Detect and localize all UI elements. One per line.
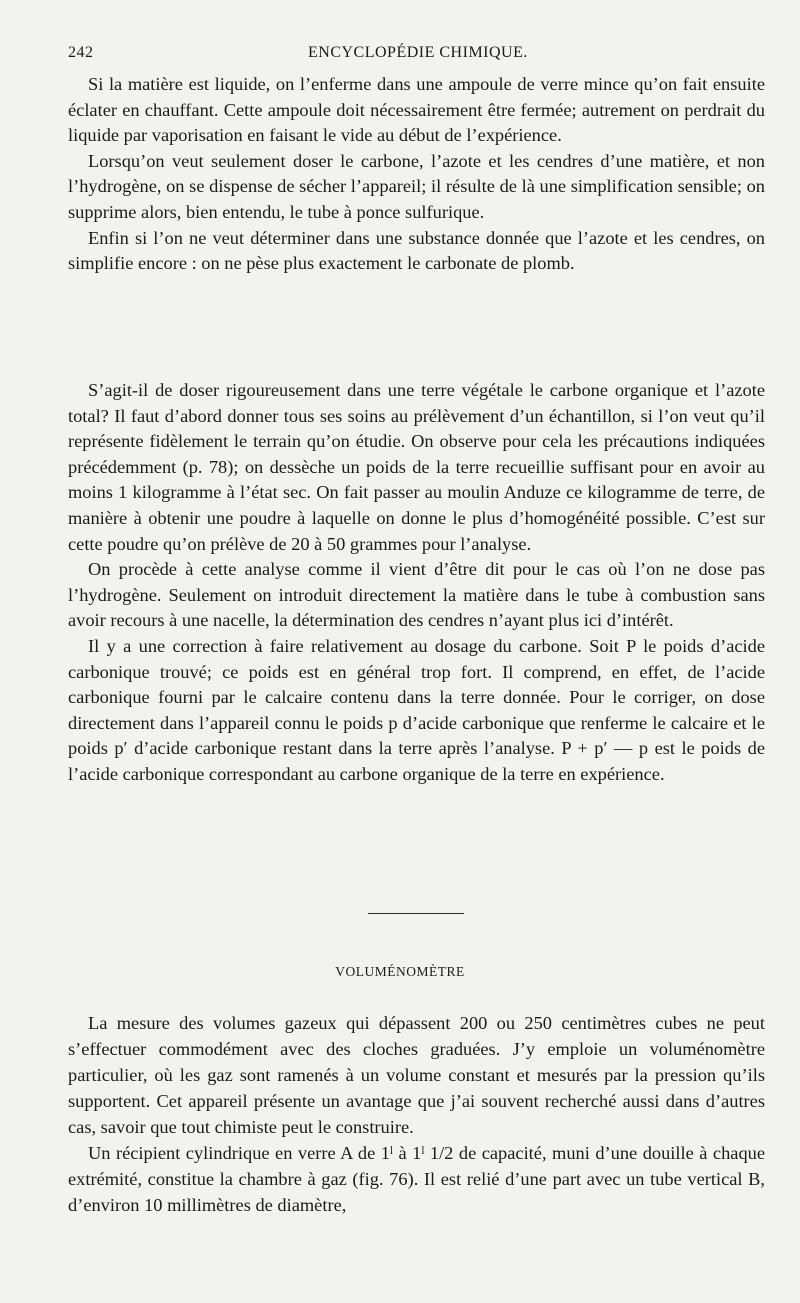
- page-number: 242: [68, 44, 94, 61]
- text-block-middle: [68, 378, 765, 788]
- text-block-top: [68, 72, 765, 277]
- running-title: ENCYCLOPÉDIE CHIMIQUE.: [308, 44, 528, 61]
- paragraph: Si la matière est liquide, on l’enferme dans une ampoule de verre mince qu’on fait ensuite éclater en chauffant. Cette ampoule doit nécessairement être fermée; autrement on perdrait du liquide par vaporisation en faisant le vide au début de l’expérience.: [68, 74, 765, 146]
- page-header: [68, 44, 758, 66]
- paragraph: S’agit-il de doser rigoureusement dans une terre végétale le carbone organique et l’azote total? Il faut d’abord donner tous ses soins au prélèvement d’un échantillon, si l’on veut qu’il représente fidèlement le terrain qu’on étudie. On observe pour cela les précautions indiquées précédemment (p. 78); on dessèche un poids de la terre recueillie suffisant pour en avoir au moins 1 kilogramme à l’état sec. On fait passer au moulin Anduze ce kilogramme de terre, de manière à obtenir une poudre à laquelle on donne le plus d’homogénéité possible. C’est sur cette poudre qu’on prélève de 20 à 50 grammes pour l’analyse.: [68, 380, 765, 554]
- paragraph: Enfin si l’on ne veut déterminer dans une substance donnée que l’azote et les cendres, on simplifie encore : on ne pèse plus exactement le carbonate de plomb.: [68, 227, 765, 274]
- section-title: VOLUMÉNOMÈTRE: [335, 964, 465, 979]
- paragraph: Lorsqu’on veut seulement doser le carbone, l’azote et les cendres d’une matière, et non l’hydrogène, on se dispense de sécher l’appareil; il résulte de là une simplification sensible; on supprime alors, bien entendu, le tube à ponce sulfurique.: [68, 150, 765, 222]
- paragraph: Un récipient cylindrique en verre A de 1ˡ à 1ˡ 1/2 de capacité, muni d’une douille à chaque extrémité, constitue la chambre à gaz (fig. 76). Il est relié d’une part avec un tube vertical B, d’environ 10 millimètres de diamètre,: [68, 1143, 765, 1215]
- text-block-bottom: [68, 1010, 765, 1218]
- section-divider: [368, 913, 464, 914]
- paragraph: Il y a une correction à faire relativement au dosage du carbone. Soit P le poids d’acide carbonique trouvé; ce poids est en général trop fort. Il comprend, en effet, de l’acide carbonique fourni par le calcaire contenu dans la terre donnée. Pour le corriger, on dose directement dans l’appareil connu le poids p d’acide carbonique que renferme le calcaire et le poids p′ d’acide carbonique restant dans la terre après l’analyse. P + p′ — p est le poids de l’acide carbonique correspondant au carbone organique de la terre en expérience.: [68, 635, 765, 784]
- paragraph: La mesure des volumes gazeux qui dépassent 200 ou 250 centimètres cubes ne peut s’effectuer commodément avec des cloches graduées. J’y emploie un voluménomètre particulier, où les gaz sont ramenés à un volume constant et mesurés par la pression qu’ils supportent. Cet appareil présente un avantage que j’ai souvent recherché aussi dans d’autres cas, savoir que tout chimiste peut le construire.: [68, 1013, 765, 1137]
- paragraph: On procède à cette analyse comme il vient d’être dit pour le cas où l’on ne dose pas l’hydrogène. Seulement on introduit directement la matière dans le tube à combustion sans avoir recours à une nacelle, la détermination des cendres n’ayant plus ici d’intérêt.: [68, 559, 765, 631]
